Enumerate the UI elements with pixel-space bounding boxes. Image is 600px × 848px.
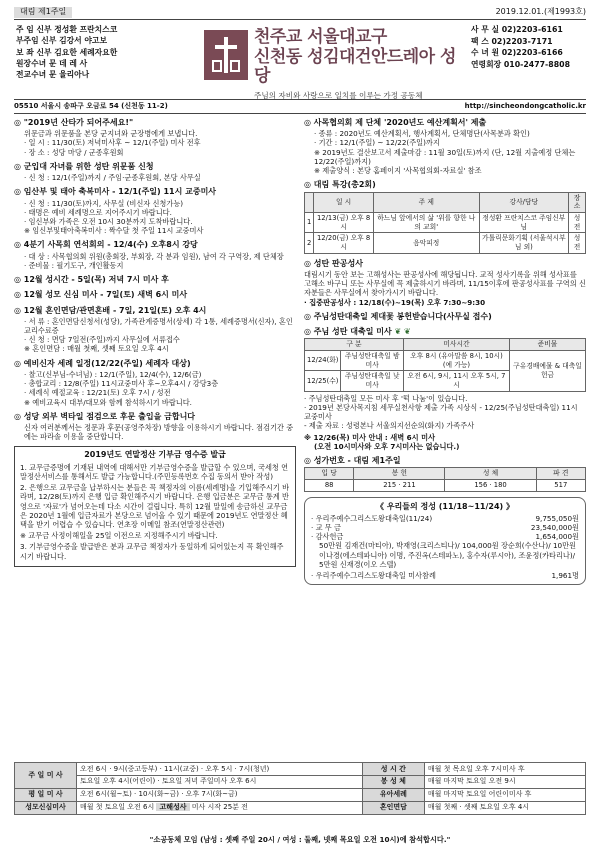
christmas-table: [304, 338, 586, 391]
staff-item: 원장수녀 문 데 레 사: [16, 58, 88, 68]
notice-line: · 태명은 예비 세례명으로 지어주시기 바랍니다.: [24, 207, 172, 217]
right-column: [304, 118, 586, 585]
notice-line: · 종류 : 2020년도 예산계획서, 행사계획서, 단체명단(사목분과 확인): [314, 129, 530, 139]
christmas-note: · 2019년 본당사목지침 세무실천사항 제출 가족 시상식 - 12/25(주님성탄대축일) 11시 교중미사: [304, 402, 578, 422]
notice-section: [14, 162, 296, 182]
notice-section: [14, 412, 296, 442]
top-bar: [14, 6, 586, 20]
notice-line: · 대 상 : 사목협의회 위원(총회장, 부회장, 각 분과 임원), 남여 각 구역장, 제 단체장: [24, 251, 284, 261]
address: 05510 서울시 송파구 오금로 54 (신천동 11-2): [14, 102, 168, 110]
table-row: 토요일 오후 4시(어린이) · 토요일 저녁 주일미사 오후 6시 봉 성 체 매월 마지막 토요일 오전 9시: [15, 775, 586, 788]
table-cell: 12/13(금) 오후 8시: [314, 212, 374, 232]
table-row: 12/25(수) 주님성탄대축일 낮미사 오전 6시, 9시, 11시 오후 5시, 7시: [305, 371, 586, 391]
contact-list: [471, 20, 586, 99]
hymn-table: 입 당 봉 헌 성 체 파 견 88 215 · 211 156 · 180 517: [304, 467, 586, 491]
notice-line: 신자 여러분께서는 정문과 후문(공영주차장) 방향을 이용하시기 바랍니다. 점검기간 중에는 파라솔 이용을 중단합니다.: [24, 423, 294, 442]
table-cell: 12/20(금) 오후 8시: [314, 233, 374, 253]
notice-line: · 세례식 예절교육 : 12/21(토) 오후 7시 / 성전: [24, 388, 171, 398]
notice-line: · 기간 : 12/1(주일) ~ 12/22(주일)까지: [314, 138, 440, 148]
parish-motto: 주님의 자비와 사랑으로 일치를 이루는 가정 공동체: [254, 90, 423, 100]
table-cell: 정성환 프란치스코 주임신부님: [479, 212, 568, 232]
notice-line: · 신 청 : 11/30(토)까지, 사무실 (비신자 신청가능): [24, 198, 184, 208]
contact-item: 팩 스 02)2203-7171: [471, 36, 553, 46]
list-item: · 우리주예수그리스도왕대축일(11/24) 9,755,050원: [311, 513, 579, 523]
notice-heading: ◎ 12월 성시간 - 5일(목) 저녁 7시 미사 후: [14, 275, 296, 285]
table-cell: 2: [305, 233, 314, 253]
lecture-table: [304, 192, 586, 254]
col-no: [305, 192, 314, 212]
notice-line: · 총합교리 : 12/8(주일) 11시교중미사 후~오후4시 / 강당3층: [24, 379, 219, 389]
notice-line: · 서 류 : 혼인면담신청서(성당), 가족관계증명서(상세) 각 1통, 세례증명서(신자), 혼인교리수료증: [24, 316, 293, 335]
notice-line: ※ 예비교육시 대부/대모와 함께 참석하시기 바랍니다.: [24, 397, 192, 407]
offering-report: [304, 497, 586, 586]
christmas-heading: ◎ 주님 성탄 대축일 미사 ❦ ❦: [304, 327, 586, 337]
table-cell: 성전: [569, 233, 586, 253]
notice-line: ※ 임신부및태아축복미사 : 짝수달 첫 주일 11시 교중미사: [24, 226, 204, 236]
confession-section: [304, 259, 586, 307]
table-cell: 하느님 앞에서의 삶 '위를 향한 나의 교회': [373, 212, 479, 232]
hymn-heading: ◎ 성가번호 - 대림 제1주일: [304, 456, 586, 466]
table-row: 평 일 미 사 오전 6시(월~토) · 10시(화~금) · 오후 7시(화~금) 유아세례 매월 마지막 토요일 어린이미사 후: [15, 788, 586, 801]
table-cell: 1: [305, 212, 314, 232]
notice-heading: ◎ 예비신자 세례 일정(12/22(주일) 세례자 대상): [14, 359, 296, 369]
staff-item: 전교수녀 문 율리아나: [16, 70, 90, 80]
donation-line: 3. 기부금영수증을 발급받은 분과 교무금 책정자가 동일하게 되어있는지 꼭 확인해주시기 바랍니다.: [20, 542, 284, 561]
dec26-notice: ※ 12/26(목) 미사 안내 : 새벽 6시 미사 (오전 10시미사와 오후 7시미사는 없습니다.): [304, 432, 460, 451]
notice-line: · 임신부와 가족은 오전 10시 30분까지 도착바랍니다.: [24, 216, 193, 226]
list-item: · 감사헌금 1,654,000원: [311, 532, 579, 542]
offering-title: 《 우리들의 정성 (11/18~11/24) 》: [376, 501, 514, 511]
notice-section: [14, 240, 296, 270]
notice-heading: ◎ 임산부 및 태아 축복미사 - 12/1(주일) 11시 교중미사: [14, 187, 296, 197]
title-line-1: 천주교 서울대교구: [254, 27, 387, 47]
notice-line: · 장 소 : 성당 마당 / 군종후원회: [24, 147, 124, 157]
mass-schedule-table: [14, 762, 586, 815]
flower-heading: ◎ 주님성탄대축일 제대꽃 봉헌받습니다(사무실 접수): [304, 312, 586, 322]
notice-line: · 일 시 : 11/30(토) 저녁미사후 ~ 12/1(주일) 미사 전후: [24, 138, 201, 148]
notice-heading: ◎ 12월 혼인면담/관면혼배 - 7일, 21일(토) 오후 4시: [14, 306, 296, 316]
staff-item: 부주임 신부 김강서 야고보: [16, 36, 107, 46]
church-logo: [204, 30, 248, 80]
col-topic: 주 제: [373, 192, 479, 212]
donation-receipt-box: [14, 446, 296, 566]
notice-line: ※ 2019년도 결산보고서 제출마감 : 11월 30일(토)까지 (단, 12월 지출예정 단체는 12/22(주일)까지): [314, 147, 576, 166]
notice-line: · 신 청 : 면담 7일전(주일)까지 사무실에 서류접수: [24, 335, 180, 345]
table-row: 성모신심미사 매월 첫 토요일 오전 6시 고해성사 미사 시작 25분 전 혼인면담 매월 첫째 · 셋째 토요일 오후 4시: [15, 801, 586, 814]
staff-list: [14, 20, 204, 99]
table-cell: 성전: [569, 212, 586, 232]
notice-heading: ◎ "2019년 산타가 되어주세요!": [14, 118, 296, 128]
title-line-2: 신천동 성김대건안드레아 성당: [254, 46, 456, 87]
col-date: 일 시: [314, 192, 374, 212]
list-item: · 교 무 금 23,540,000원: [311, 523, 579, 533]
table-row: [305, 233, 586, 253]
notice-section: [14, 290, 296, 300]
notice-section: [304, 118, 586, 175]
notice-line: · 찰고(신부님-수녀님) : 12/1(주일), 12/4(수), 12/6(금): [24, 369, 202, 379]
notice-line: · 신 청 : 12/1(주일)까지 / 주임·군종후원회, 본당 사무실: [24, 173, 201, 183]
notice-line: ※ 제출양식 : 본당 홈페이지 '사목협의회-자료실' 참조: [314, 166, 482, 176]
notice-line: ※ 혼인면담 : 매월 첫째, 셋째 토요일 오후 4시: [24, 344, 169, 354]
confession-heading: ◎ 성탄 판공성사: [304, 259, 586, 269]
staff-item: 보 좌 신부 김요한 세례자요한: [16, 47, 118, 57]
col-place: 장소: [569, 192, 586, 212]
col-speaker: 강사/담당: [479, 192, 568, 212]
left-column: [14, 118, 296, 585]
footer-note: "소공동체 모임 (남성 : 셋째 주일 20시 / 여성 : 둘째, 넷째 목요일 오전 10시)에 참석합시다.": [149, 834, 451, 844]
content-columns: [14, 118, 586, 585]
contact-item: 수 녀 원 02)2203-6166: [471, 48, 563, 58]
donation-line: ※ 교무금 사정이해일을 25일 이전으로 지정해주시기 바랍니다.: [20, 531, 218, 541]
table-cell: 가톨릭문화기획 (서울석시부님 외): [479, 233, 568, 253]
website-link[interactable]: http://sincheondongcatholic.kr: [464, 102, 586, 110]
donation-line: 2. 은행으로 교무금을 납부하시는 분들은 꼭 책정자의 이름(세례명)을 기입해주시기 바라며, 12/28(토)까지 은행 입금 확인해주시기 바랍니다. 은행 입금분은 교무금 통계 반영으로 '자료'가 넘어오는데 다소 시간이 걸립니다. 특히 12월 말일에 송금하신 교무금은 2020년 1월에 입금자료가 본당으로 넘어올 수 있기 때문에 2019년도 연말정산 혜택을 받기 어렵습 수 있습니다. 연초장 이메일 참조(연말정산관련): [20, 483, 290, 529]
contact-item: 사 무 실 02)2203-6161: [471, 25, 563, 34]
lecture-heading: ◎ 대림 특강(총2회): [304, 180, 586, 190]
table-row: [305, 212, 586, 232]
donation-line: 1. 교무금증명에 기재된 내역에 대해서만 기부금영수증을 발급할 수 있으며, 국세청 연말정산서비스를 통해서도 발급 가능합니다.(주민등록번호 수집 동의서 받아 작성): [20, 462, 289, 481]
parish-title: [254, 20, 471, 99]
christmas-note: - 제출 자료 : 성령본나 서울의지선순의(화지) 가족주사: [304, 421, 475, 431]
notice-line: 위문금과 위문품을 본당 군지녀와 군장병에게 보냅니다.: [24, 129, 198, 139]
masthead: [14, 20, 586, 100]
confession-text: 대림시기 동안 보는 고해성사는 판공성사에 해당됩니다. 교적 성사기록을 위해 성사표를 고해소 바구니 또는 사무실에 꼭 제출하시기 바라며, 11/15이후에 판공성사표를 구역의 신자분들은 사무실에서 찾아가시기 바랍니다.: [304, 269, 586, 298]
week-label: 대림 제1주일: [14, 7, 72, 17]
notice-section: [14, 187, 296, 235]
notice-heading: ◎ 12월 성모 신심 미사 - 7일(토) 새벽 6시 미사: [14, 290, 296, 300]
notice-heading: ◎ 사목협의회 제 단체 '2020년도 예산계획서' 제출: [304, 118, 586, 128]
hymn-section: [304, 456, 586, 492]
address-bar: [14, 100, 586, 114]
notice-section: [14, 118, 296, 157]
notice-heading: ◎ 군입대 자녀를 위한 성탄 위문품 신청: [14, 162, 296, 172]
christmas-mass-section: [304, 327, 586, 451]
holly-icon: ❦ ❦: [394, 326, 411, 336]
christmas-note: · 주님성탄대축일 모든 미사 후 '떡 나눔'이 있습니다.: [304, 393, 468, 403]
col-mass-time: 미사시간: [403, 339, 509, 351]
staff-item: 주 임 신부 정성환 프란치스코: [16, 25, 118, 34]
lecture-section: [304, 180, 586, 253]
christmas-flower-notice: [304, 312, 586, 322]
col-division: 구 분: [305, 339, 404, 351]
donor-names: 50만원 김재건(마티아), 박재영(크리스티나)/ 104,000원 장순희(수산나)/ 10만원 이나경(에스테파니아) 이명, 주진옥(스테파노), 홍수자(루시아), 조윤정(카타리나)/ 5만원 신재경(이오 스텔): [319, 541, 576, 569]
cross-icon: [209, 35, 243, 75]
contact-item: 연령회장 010-2477-8808: [471, 60, 570, 70]
notice-section: [14, 306, 296, 354]
table-cell: 음악피정: [373, 233, 479, 253]
issue-date: 2019.12.01.(제1993호): [495, 7, 586, 17]
notice-section: [14, 359, 296, 407]
confession-schedule: · 집중판공성사 : 12/18(수)~19(목) 오후 7:30~9:30: [304, 297, 486, 307]
table-row: 주 일 미 사 오전 6시 · 9시(중고등부) · 11시(교중) · 오후 5시 · 7시(청년) 성 시 간 매월 첫 목요일 오후 7시미사 후: [15, 763, 586, 776]
list-item: · 우리주예수그리스도왕대축일 미사참례 1,961명: [311, 571, 579, 581]
notice-line: · 준비물 : 필기도구, 개인활동지: [24, 260, 124, 270]
notice-heading: ◎ 성당 외부 벽타일 점검으로 후문 출입을 금합니다: [14, 412, 296, 422]
donation-box-title: 2019년도 연말정산 기부금 영수증 발급: [84, 450, 226, 460]
col-prepare: 준비물: [510, 339, 586, 351]
notice-heading: ◎ 4분기 사목회 연석회의 - 12/4(수) 오후8시 강당: [14, 240, 296, 250]
table-row: 12/24(화) 주님성탄대축일 밤미사 오후 8시 (유아말씀 8시, 10시)(예 가능) 구유경배예물 & 대축일 헌금: [305, 350, 586, 370]
notice-section: [14, 275, 296, 285]
